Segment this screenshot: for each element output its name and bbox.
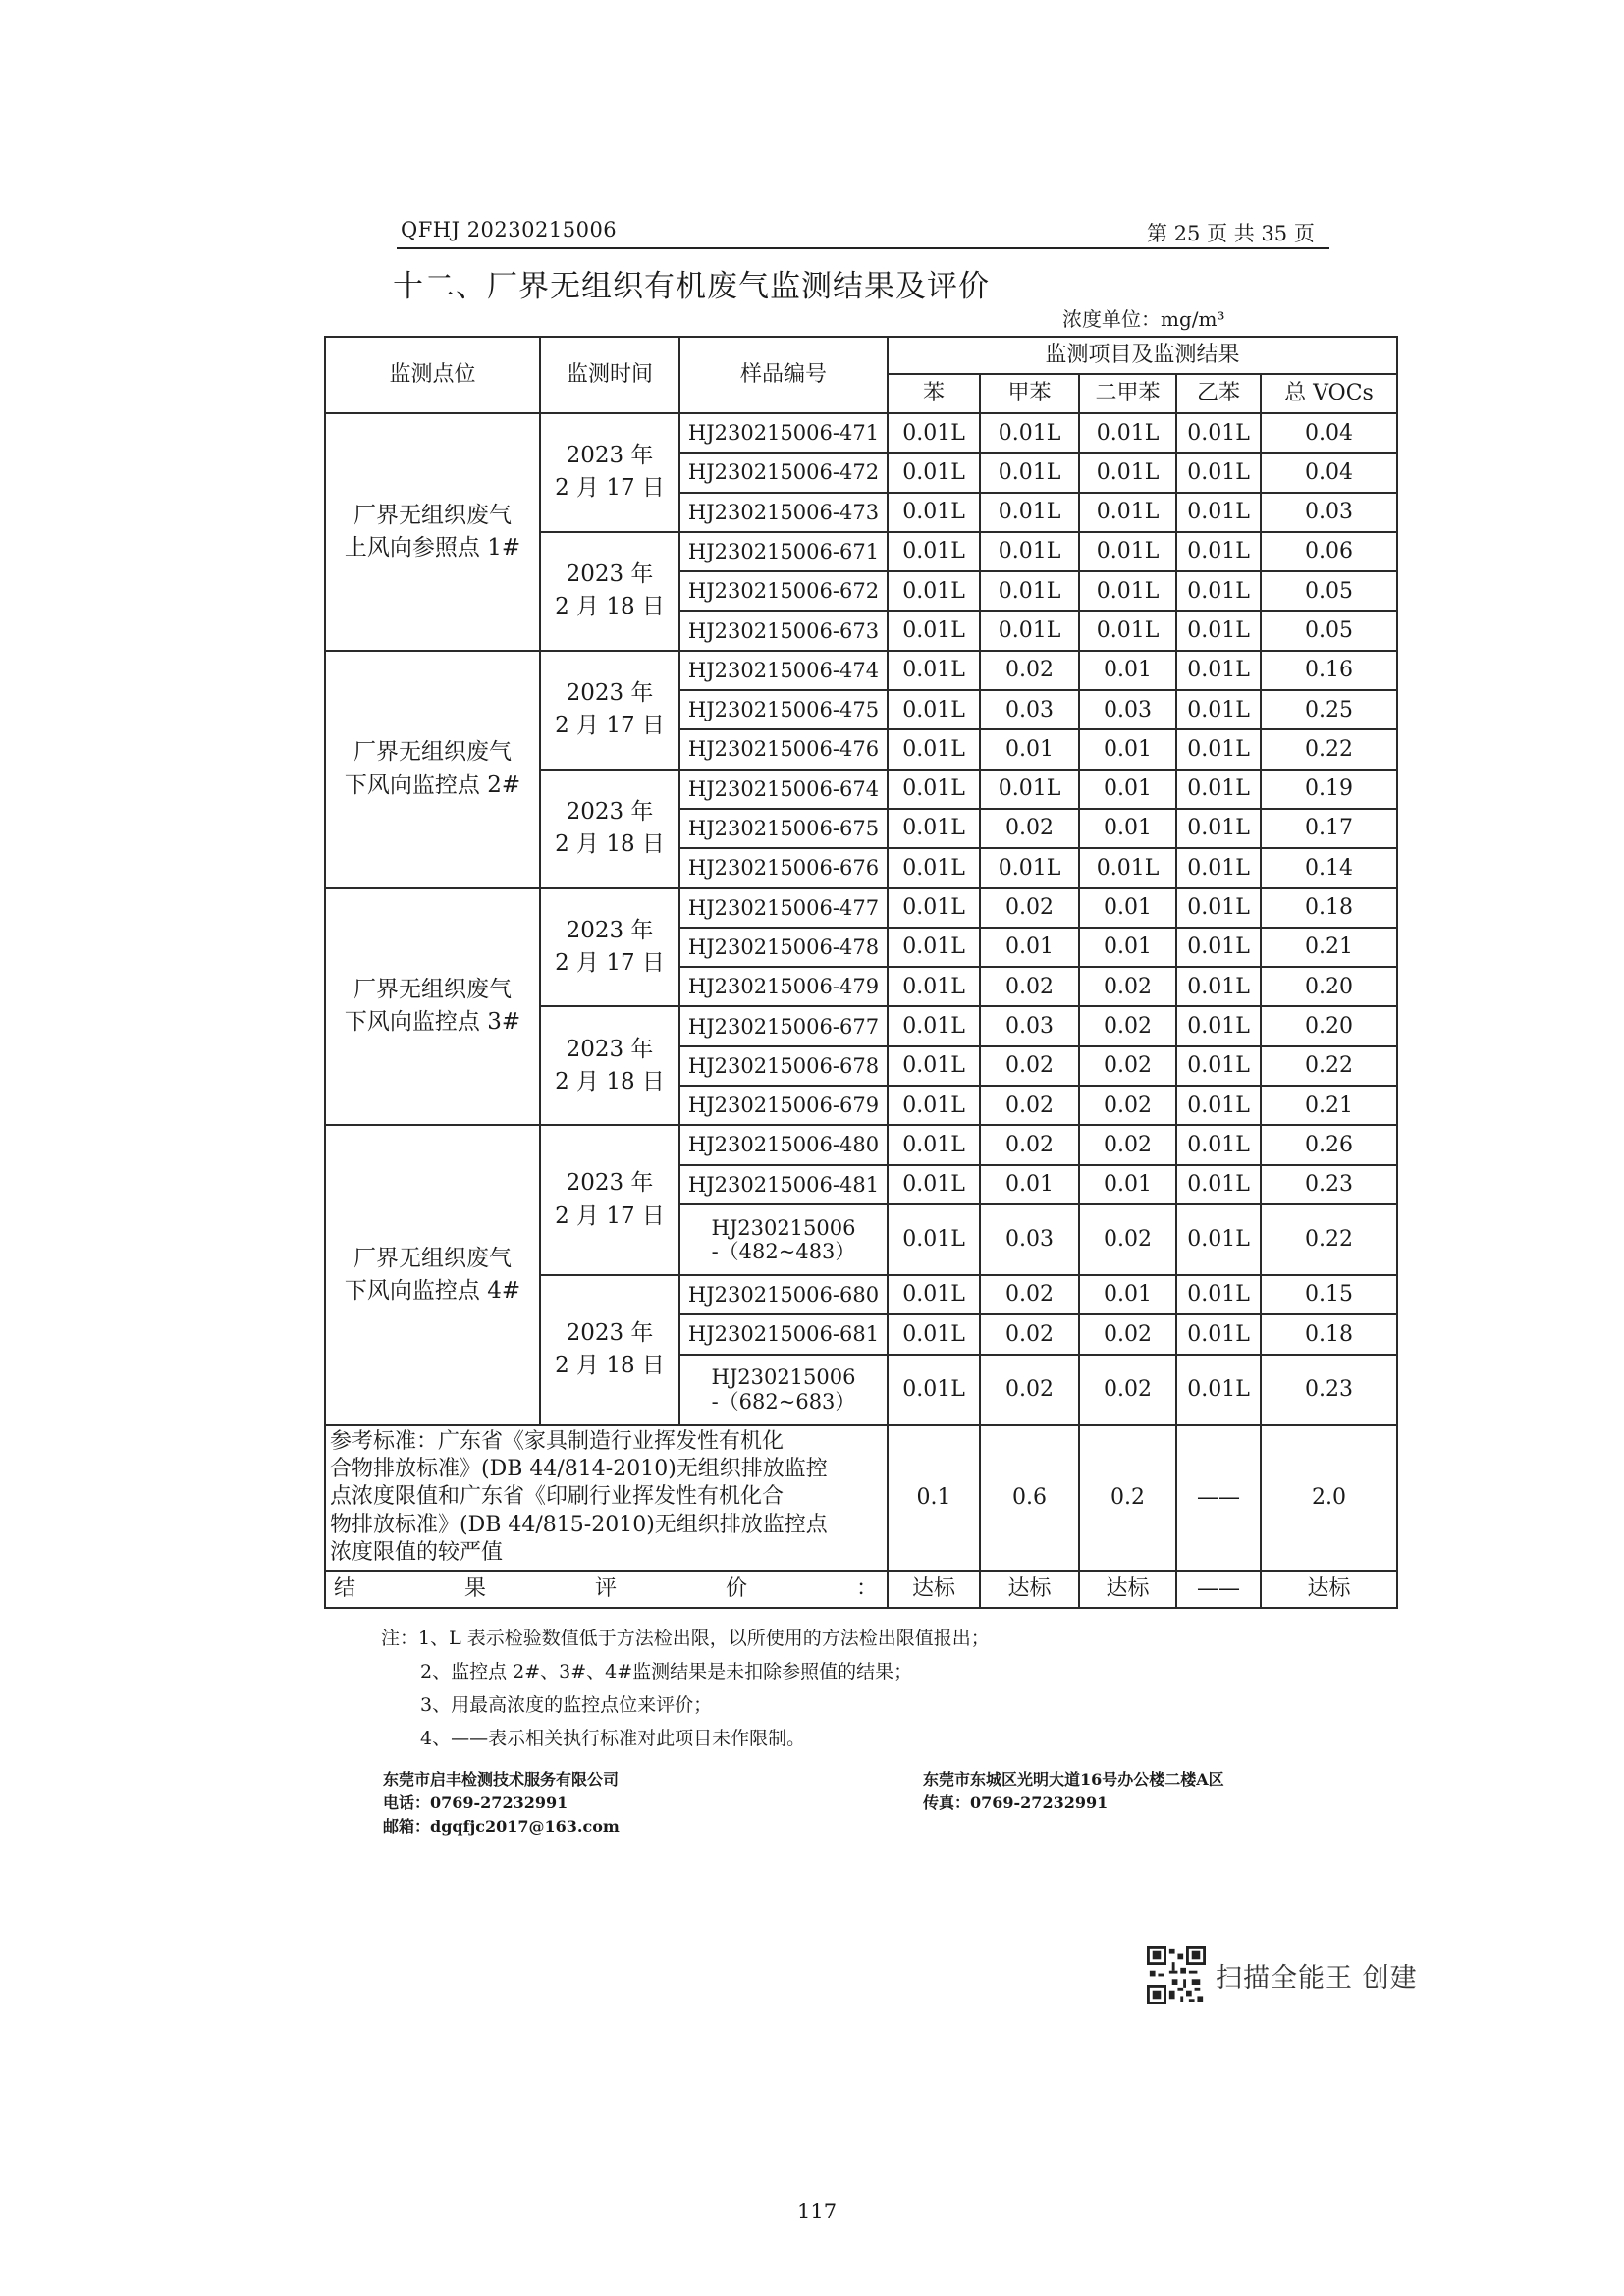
result-value: 0.01L (888, 690, 980, 729)
date-day: 2 月 18 日 (555, 1353, 665, 1379)
sample-number: HJ230215006-678 (679, 1046, 888, 1086)
result-value: 0.01L (888, 729, 980, 769)
location-name-line1: 厂界无组织废气 (353, 977, 512, 1003)
standard-line: 物排放标准》(DB 44/815-2010)无组织排放监控点 (330, 1512, 828, 1537)
location-name-line1: 厂界无组织废气 (353, 739, 512, 766)
result-value: 0.01L (888, 1355, 980, 1425)
sample-number: HJ230215006-672 (679, 571, 888, 611)
sample-number (679, 1204, 888, 1275)
result-value: 0.18 (1261, 1314, 1397, 1354)
sample-number-line1: HJ230215006 (711, 1365, 856, 1390)
result-value: 0.01L (980, 532, 1079, 571)
scanner-watermark (1147, 1946, 1418, 2004)
sample-number: HJ230215006-472 (679, 453, 888, 492)
standard-value: 0.6 (980, 1425, 1079, 1571)
result-value: 0.04 (1261, 453, 1397, 492)
location-name-line1: 厂界无组织废气 (353, 1245, 512, 1271)
header-item: 苯 (888, 374, 980, 413)
result-value: 0.01L (888, 888, 980, 928)
date-year: 2023 年 (566, 679, 654, 706)
result-value: 0.01L (1176, 1006, 1261, 1045)
result-value: 0.02 (980, 651, 1079, 690)
result-value: 0.01L (888, 770, 980, 809)
sample-number: HJ230215006-473 (679, 493, 888, 532)
sample-number-line2: -（482~483） (711, 1239, 856, 1263)
sample-number: HJ230215006-475 (679, 690, 888, 729)
result-value: 0.01L (1176, 1086, 1261, 1125)
result-value: 0.01L (1176, 809, 1261, 848)
date-year: 2023 年 (566, 561, 654, 587)
result-value: 0.01L (888, 651, 980, 690)
result-value: 0.01 (1079, 1275, 1176, 1314)
result-value: 0.01L (888, 453, 980, 492)
result-value: 0.01L (980, 770, 1079, 809)
sample-number: HJ230215006-676 (679, 848, 888, 887)
location-name-line2: 下风向监控点 2# (344, 772, 521, 798)
section-title: 十二、厂界无组织有机废气监测结果及评价 (393, 269, 990, 304)
sample-number: HJ230215006-677 (679, 1006, 888, 1045)
result-value: 0.01L (1079, 413, 1176, 453)
footer-fax: 传真：0769-27232991 (923, 1793, 1109, 1812)
date-day: 2 月 17 日 (555, 950, 665, 976)
result-value: 0.01L (888, 1314, 980, 1354)
result-value: 0.01L (1079, 532, 1176, 571)
report-number: QFHJ 20230215006 (401, 218, 618, 241)
result-value: 0.01 (1079, 770, 1176, 809)
sample-number: HJ230215006-679 (679, 1086, 888, 1125)
qr-code-icon (1147, 1946, 1206, 2004)
result-value: 0.02 (1079, 967, 1176, 1006)
result-value: 0.01L (980, 413, 1079, 453)
result-value: 0.22 (1261, 1046, 1397, 1086)
scanner-label: 扫描全能王 创建 (1216, 1962, 1418, 1994)
standard-value: 2.0 (1261, 1425, 1397, 1571)
result-value: 0.02 (1079, 1204, 1176, 1275)
date-year: 2023 年 (566, 1170, 654, 1197)
footer-address: 东莞市东城区光明大道16号办公楼二楼A区 (923, 1770, 1224, 1789)
evaluation-value: 达标 (1079, 1571, 1176, 1608)
standard-value: 0.1 (888, 1425, 980, 1571)
result-value: 0.01L (1176, 1204, 1261, 1275)
result-value: 0.05 (1261, 571, 1397, 611)
result-value: 0.02 (980, 1355, 1079, 1425)
table-row (325, 888, 1397, 928)
sample-number (679, 1355, 888, 1425)
result-value: 0.01 (1079, 651, 1176, 690)
page-info: 第 25 页 共 35 页 (1147, 222, 1315, 245)
result-value: 0.01L (888, 1125, 980, 1164)
date-day: 2 月 18 日 (555, 831, 665, 858)
result-value: 0.01 (980, 729, 1079, 769)
sample-number: HJ230215006-480 (679, 1125, 888, 1164)
sample-number: HJ230215006-673 (679, 611, 888, 650)
result-value: 0.02 (1079, 1314, 1176, 1354)
sample-number: HJ230215006-681 (679, 1314, 888, 1354)
note-line: 4、——表示相关执行标准对此项目未作限制。 (420, 1728, 806, 1749)
result-value: 0.02 (1079, 1355, 1176, 1425)
location-cell (325, 413, 540, 651)
location-cell (325, 1125, 540, 1424)
result-value: 0.14 (1261, 848, 1397, 887)
result-value: 0.02 (1079, 1006, 1176, 1045)
result-value: 0.01L (980, 493, 1079, 532)
sample-number: HJ230215006-680 (679, 1275, 888, 1314)
result-value: 0.01L (1176, 493, 1261, 532)
result-value: 0.01L (888, 1204, 980, 1275)
result-value: 0.01L (1079, 848, 1176, 887)
sample-number: HJ230215006-471 (679, 413, 888, 453)
result-value: 0.23 (1261, 1165, 1397, 1204)
result-value: 0.01L (888, 1275, 980, 1314)
result-value: 0.02 (980, 1086, 1079, 1125)
result-value: 0.03 (980, 1006, 1079, 1045)
result-value: 0.23 (1261, 1355, 1397, 1425)
footer-phone: 电话：0769-27232991 (383, 1793, 568, 1812)
result-value: 0.01L (888, 809, 980, 848)
note-line: 注：1、L 表示检验数值低于方法检出限，以所使用的方法检出限值报出； (381, 1628, 990, 1649)
result-value: 0.01L (1176, 1165, 1261, 1204)
header-item: 甲苯 (980, 374, 1079, 413)
location-name-line2: 下风向监控点 4# (344, 1277, 521, 1304)
result-value: 0.02 (980, 809, 1079, 848)
result-value: 0.16 (1261, 651, 1397, 690)
date-day: 2 月 17 日 (555, 475, 665, 502)
header-rule (397, 247, 1329, 249)
result-value: 0.20 (1261, 1006, 1397, 1045)
unit-label: 浓度单位：mg/m³ (1062, 307, 1225, 331)
result-value: 0.02 (980, 1314, 1079, 1354)
header-item: 乙苯 (1176, 374, 1261, 413)
result-value: 0.01L (1079, 453, 1176, 492)
date-cell (540, 770, 679, 888)
result-value: 0.01L (1079, 611, 1176, 650)
result-value: 0.01 (1079, 928, 1176, 967)
sample-number: HJ230215006-674 (679, 770, 888, 809)
result-value: 0.03 (980, 1204, 1079, 1275)
result-value: 0.01L (980, 571, 1079, 611)
result-value: 0.01L (980, 611, 1079, 650)
result-value: 0.01L (1176, 1314, 1261, 1354)
sample-number: HJ230215006-476 (679, 729, 888, 769)
result-value: 0.01L (1176, 967, 1261, 1006)
sample-number: HJ230215006-481 (679, 1165, 888, 1204)
result-value: 0.01L (1176, 729, 1261, 769)
evaluation-label: 结果评价： (325, 1571, 888, 1608)
result-value: 0.01 (1079, 809, 1176, 848)
sample-number: HJ230215006-675 (679, 809, 888, 848)
location-name-line2: 上风向参照点 1# (344, 534, 521, 561)
date-day: 2 月 17 日 (555, 713, 665, 739)
result-value: 0.01L (888, 1086, 980, 1125)
result-value: 0.01 (1079, 888, 1176, 928)
header-sample-no: 样品编号 (679, 337, 888, 413)
result-value: 0.01L (1176, 453, 1261, 492)
result-value: 0.02 (980, 967, 1079, 1006)
result-value: 0.03 (1079, 690, 1176, 729)
date-year: 2023 年 (566, 1036, 654, 1062)
standard-value: —— (1176, 1425, 1261, 1571)
date-cell (540, 1275, 679, 1425)
sample-number: HJ230215006-477 (679, 888, 888, 928)
result-value: 0.02 (980, 1125, 1079, 1164)
note-line: 3、用最高浓度的监控点位来评价； (420, 1694, 713, 1716)
table-row (325, 1125, 1397, 1164)
result-value: 0.15 (1261, 1275, 1397, 1314)
date-day: 2 月 17 日 (555, 1202, 665, 1229)
result-value: 0.06 (1261, 532, 1397, 571)
result-value: 0.02 (1079, 1086, 1176, 1125)
date-cell (540, 1125, 679, 1275)
footer-email: 邮箱：dgqfjc2017@163.com (383, 1817, 620, 1836)
result-value: 0.01L (1079, 493, 1176, 532)
result-value: 0.21 (1261, 928, 1397, 967)
standard-line: 点浓度限值和广东省《印刷行业挥发性有机化合 (330, 1484, 785, 1510)
result-value: 0.01L (980, 453, 1079, 492)
standard-reference (325, 1425, 888, 1571)
result-value: 0.01 (980, 928, 1079, 967)
result-value: 0.01L (888, 848, 980, 887)
result-value: 0.01L (888, 928, 980, 967)
result-value: 0.01 (980, 1165, 1079, 1204)
sample-number-line1: HJ230215006 (711, 1215, 856, 1240)
result-value: 0.01L (888, 493, 980, 532)
result-value: 0.02 (980, 1275, 1079, 1314)
result-value: 0.01L (888, 571, 980, 611)
header-location: 监测点位 (325, 337, 540, 413)
result-value: 0.01L (1176, 532, 1261, 571)
result-value: 0.01L (1176, 1046, 1261, 1086)
sample-number: HJ230215006-479 (679, 967, 888, 1006)
note-line: 2、监控点 2#、3#、4#监测结果是未扣除参照值的结果； (420, 1661, 913, 1682)
result-value: 0.20 (1261, 967, 1397, 1006)
result-value: 0.17 (1261, 809, 1397, 848)
date-year: 2023 年 (566, 917, 654, 943)
result-value: 0.26 (1261, 1125, 1397, 1164)
header-items-group: 监测项目及监测结果 (888, 337, 1397, 374)
location-name-line2: 下风向监控点 3# (344, 1009, 521, 1036)
result-value: 0.03 (980, 690, 1079, 729)
result-value: 0.01L (1176, 571, 1261, 611)
table-row (325, 413, 1397, 453)
sample-number: HJ230215006-474 (679, 651, 888, 690)
result-value: 0.22 (1261, 1204, 1397, 1275)
result-value: 0.01 (1079, 729, 1176, 769)
date-cell (540, 532, 679, 651)
result-value: 0.02 (980, 888, 1079, 928)
result-value: 0.19 (1261, 770, 1397, 809)
header-time: 监测时间 (540, 337, 679, 413)
result-value: 0.01L (1176, 1125, 1261, 1164)
standard-line: 浓度限值的较严值 (330, 1539, 504, 1565)
date-cell (540, 1006, 679, 1125)
result-value: 0.02 (980, 1046, 1079, 1086)
date-year: 2023 年 (566, 443, 654, 469)
result-value: 0.01L (888, 1006, 980, 1045)
result-value: 0.01L (888, 611, 980, 650)
result-value: 0.04 (1261, 413, 1397, 453)
result-value: 0.01L (1176, 888, 1261, 928)
standard-line: 参考标准：广东省《家具制造行业挥发性有机化 (330, 1429, 785, 1455)
evaluation-value: —— (1176, 1571, 1261, 1608)
result-value: 0.01L (888, 1046, 980, 1086)
location-cell (325, 888, 540, 1126)
sample-number: HJ230215006-478 (679, 928, 888, 967)
notes (381, 1622, 990, 1755)
result-value: 0.01L (1176, 651, 1261, 690)
date-year: 2023 年 (566, 1319, 654, 1346)
sample-number: HJ230215006-671 (679, 532, 888, 571)
standard-value: 0.2 (1079, 1425, 1176, 1571)
evaluation-value: 达标 (980, 1571, 1079, 1608)
result-value: 0.01L (888, 967, 980, 1006)
date-cell (540, 888, 679, 1007)
evaluation-value: 达标 (1261, 1571, 1397, 1608)
result-value: 0.21 (1261, 1086, 1397, 1125)
date-day: 2 月 18 日 (555, 594, 665, 620)
header-item: 总 VOCs (1261, 374, 1397, 413)
footer-company: 东莞市启丰检测技术服务有限公司 (383, 1770, 620, 1789)
result-value: 0.01L (1176, 1355, 1261, 1425)
result-value: 0.03 (1261, 493, 1397, 532)
header-item: 二甲苯 (1079, 374, 1176, 413)
result-value: 0.01 (1079, 1165, 1176, 1204)
result-value: 0.01L (1079, 571, 1176, 611)
result-value: 0.01L (888, 1165, 980, 1204)
location-cell (325, 651, 540, 888)
location-name-line1: 厂界无组织废气 (353, 502, 512, 528)
result-value: 0.22 (1261, 729, 1397, 769)
result-value: 0.01L (1176, 413, 1261, 453)
standard-line: 合物排放标准》(DB 44/814-2010)无组织排放监控 (330, 1457, 828, 1482)
result-value: 0.01L (888, 413, 980, 453)
date-cell (540, 413, 679, 532)
result-value: 0.01L (1176, 848, 1261, 887)
result-value: 0.01L (888, 532, 980, 571)
result-value: 0.05 (1261, 611, 1397, 650)
page-number: 117 (797, 2200, 838, 2223)
result-value: 0.01L (1176, 770, 1261, 809)
sample-number-line2: -（682~683） (711, 1389, 856, 1414)
result-value: 0.01L (1176, 690, 1261, 729)
result-value: 0.01L (1176, 1275, 1261, 1314)
footer-contact (383, 1768, 620, 1839)
result-value: 0.01L (1176, 611, 1261, 650)
results-table (324, 336, 1398, 1609)
result-value: 0.01L (980, 848, 1079, 887)
result-value: 0.02 (1079, 1125, 1176, 1164)
table-row (325, 651, 1397, 690)
date-cell (540, 651, 679, 770)
date-day: 2 月 18 日 (555, 1068, 665, 1095)
result-value: 0.02 (1079, 1046, 1176, 1086)
result-value: 0.25 (1261, 690, 1397, 729)
result-value: 0.01L (1176, 928, 1261, 967)
result-value: 0.18 (1261, 888, 1397, 928)
date-year: 2023 年 (566, 798, 654, 825)
evaluation-value: 达标 (888, 1571, 980, 1608)
footer-address-block (923, 1768, 1224, 1815)
